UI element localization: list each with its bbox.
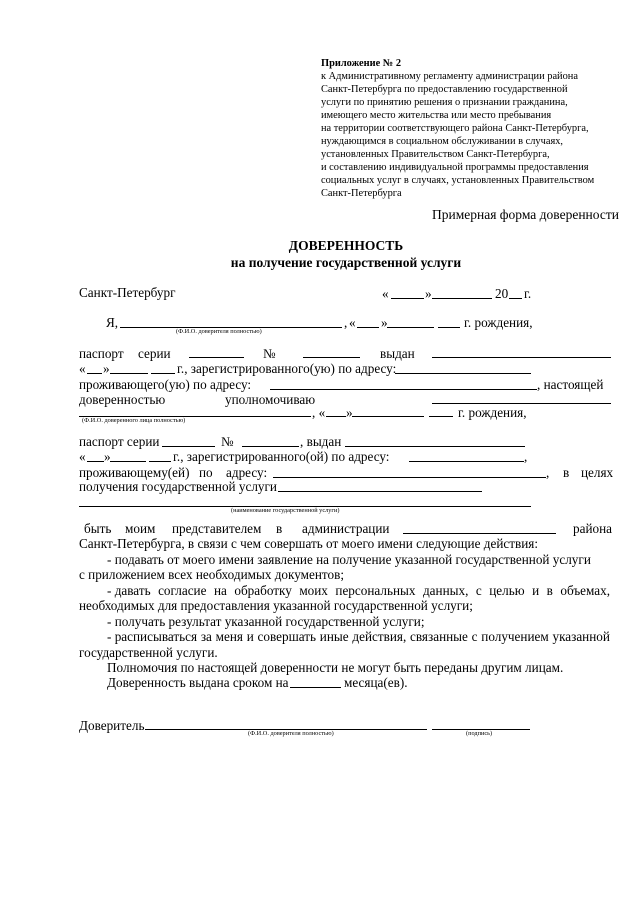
no-transfer-text: Полномочия по настоящей доверенности не могут быть переданы другим лицам. bbox=[107, 660, 564, 675]
date-open-quote: « bbox=[382, 286, 389, 301]
service-caption: (наименование государственной услуги) bbox=[231, 507, 340, 514]
passport2-q-close: » bbox=[104, 449, 111, 464]
word: на bbox=[213, 583, 227, 598]
passport2-residing-w2: по bbox=[199, 465, 213, 480]
word: моих bbox=[299, 583, 328, 598]
passport1-q-open: « bbox=[79, 361, 86, 376]
word: связанные bbox=[410, 629, 468, 644]
appendix-line: установленных Правительством Санкт-Петербурга, bbox=[321, 149, 550, 160]
principal-caption: (Ф.И.О. доверителя полностью) bbox=[176, 328, 262, 335]
rep-w3: представителем bbox=[172, 521, 262, 536]
administration-district-field[interactable] bbox=[403, 533, 556, 534]
word: совершать bbox=[257, 629, 317, 644]
appendix-line: к Административному регламенту администрации района bbox=[321, 71, 578, 82]
agent-birth-label: г. рождения, bbox=[458, 405, 527, 420]
principal-birth-label: г. рождения, bbox=[464, 315, 533, 330]
passport2-residing-w1: проживающему(ей) bbox=[79, 465, 190, 480]
receipt-label: получения государственной услуги bbox=[79, 479, 277, 494]
word: обработку bbox=[234, 583, 292, 598]
principal-birth-year-field[interactable] bbox=[438, 327, 460, 328]
passport1-this: , настоящей bbox=[537, 377, 604, 392]
word: объемах, bbox=[560, 583, 610, 598]
word: и bbox=[246, 629, 254, 644]
appendix-line: услуги по принятию решения о признании гражданина, bbox=[321, 97, 568, 108]
passport2-residing-field[interactable] bbox=[273, 477, 546, 478]
passport1-year-field[interactable] bbox=[151, 373, 175, 374]
term-months-field[interactable] bbox=[290, 687, 341, 688]
agent-caption: (Ф.И.О. доверенного лица полностью) bbox=[82, 417, 186, 424]
appendix-line: нуждающимся в социальном обслуживании в случаях, bbox=[321, 136, 564, 147]
date-year-prefix: 20 bbox=[495, 286, 509, 301]
doc-title: ДОВЕРЕННОСТЬ bbox=[288, 238, 404, 253]
signature-name-caption: (Ф.И.О. доверителя полностью) bbox=[248, 730, 334, 737]
principal-comma: , bbox=[344, 315, 348, 330]
passport2-issued-field[interactable] bbox=[345, 446, 525, 447]
passport2-registered-label: г., зарегистрированного(ой) по адресу: bbox=[173, 449, 390, 464]
word: указанной bbox=[552, 629, 610, 644]
date-year-field[interactable] bbox=[509, 298, 522, 299]
action-4-line2: государственной услуги. bbox=[79, 645, 218, 660]
principal-birth-month-field[interactable] bbox=[387, 327, 434, 328]
signature-sign-caption: (подпись) bbox=[466, 730, 493, 737]
word: с bbox=[471, 629, 478, 644]
word: действия, bbox=[352, 629, 407, 644]
passport2-no: № bbox=[221, 434, 234, 449]
agent-q-close: » bbox=[346, 405, 353, 420]
word: и bbox=[532, 583, 540, 598]
city: Санкт-Петербург bbox=[79, 285, 176, 300]
rep-w5: администрации bbox=[302, 521, 390, 536]
principal-q-close: » bbox=[381, 315, 388, 330]
word: в bbox=[546, 583, 553, 598]
passport2-registered-comma: , bbox=[524, 449, 528, 464]
passport1-word: паспорт bbox=[79, 346, 124, 361]
action-3: - получать результат указанной государственной услуги; bbox=[107, 614, 425, 629]
passport1-series-field[interactable] bbox=[189, 357, 244, 358]
passport1-q-close: » bbox=[103, 361, 110, 376]
date-close-quote: » bbox=[425, 286, 432, 301]
action-2-line1 bbox=[107, 583, 610, 599]
passport2-number-field[interactable] bbox=[242, 446, 299, 447]
word: - расписываться bbox=[107, 629, 198, 644]
appendix-line: социальных услуг в случаях, установленных Правительством bbox=[321, 175, 595, 186]
term-suffix: месяца(ев). bbox=[344, 675, 408, 690]
passport1-issued: выдан bbox=[380, 346, 415, 361]
action-2-line2: необходимых для предоставления указанной государственной услуги; bbox=[79, 598, 473, 613]
passport1-number-field[interactable] bbox=[303, 357, 360, 358]
appendix-line: и составлению индивидуальной программы предоставления bbox=[321, 162, 589, 173]
date-year-suffix: г. bbox=[524, 286, 532, 301]
word: получением bbox=[481, 629, 549, 644]
appendix-title: Приложение № 2 bbox=[321, 58, 402, 69]
passport2-year-field[interactable] bbox=[149, 461, 171, 462]
service-name-field-1[interactable] bbox=[278, 491, 482, 492]
appendix-line: имеющего место жительства или место пребывания bbox=[321, 110, 552, 121]
appendix-text bbox=[321, 70, 594, 200]
agent-birth-month-field[interactable] bbox=[352, 416, 424, 417]
passport2-v: в bbox=[563, 465, 570, 480]
term-prefix: Доверенность выдана сроком на bbox=[107, 675, 289, 690]
agent-q-open: , « bbox=[312, 405, 326, 420]
rep-w4: в bbox=[276, 521, 283, 536]
passport1-no: № bbox=[263, 346, 276, 361]
appendix-line: на территории соответствующего района Санкт-Петербурга, bbox=[321, 123, 589, 134]
passport2-series-field[interactable] bbox=[162, 446, 215, 447]
passport1-month-field[interactable] bbox=[110, 373, 148, 374]
passport2-q-open: « bbox=[79, 449, 86, 464]
passport2-month-field[interactable] bbox=[110, 461, 146, 462]
ya-label: Я, bbox=[106, 315, 119, 330]
passport2-series-label: паспорт серии bbox=[79, 434, 160, 449]
signature-label: Доверитель bbox=[79, 718, 145, 733]
word: персональных bbox=[335, 583, 416, 598]
appendix-line: Санкт-Петербурга bbox=[321, 188, 402, 199]
word: данных, bbox=[422, 583, 469, 598]
action-1-line1: - подавать от моего имени заявление на получение указанной государственной услуги bbox=[107, 552, 591, 567]
passport1-registered-label: г., зарегистрированного(ую) по адресу: bbox=[177, 361, 397, 376]
passport1-series-word: серии bbox=[138, 346, 171, 361]
passport2-tselyakh: целях bbox=[581, 465, 614, 480]
passport2-residing-comma: , bbox=[546, 465, 550, 480]
form-label: Примерная форма доверенности bbox=[432, 207, 619, 222]
word: за bbox=[200, 629, 212, 644]
word: согласие bbox=[158, 583, 207, 598]
passport2-registered-field[interactable] bbox=[409, 461, 524, 462]
rep-w1: быть bbox=[84, 521, 112, 536]
passport2-residing-w3: адресу: bbox=[226, 465, 268, 480]
date-day-field[interactable] bbox=[391, 298, 424, 299]
passport1-day-field[interactable] bbox=[87, 373, 102, 374]
word: целью bbox=[489, 583, 525, 598]
action-4-line1 bbox=[107, 629, 610, 645]
rep-w6: района bbox=[573, 521, 613, 536]
passport1-issued-field[interactable] bbox=[432, 357, 611, 358]
doverennost-word: доверенностью bbox=[79, 392, 166, 407]
passport2-day-field[interactable] bbox=[87, 461, 104, 462]
rep-line2: Санкт-Петербурга, в связи с чем совершать от моего имени следующие действия: bbox=[79, 536, 539, 551]
agent-name-field-1[interactable] bbox=[432, 403, 611, 404]
appendix-line: Санкт-Петербурга по предоставлению государственной bbox=[321, 84, 568, 95]
upolnomochivayu-word: уполномочиваю bbox=[225, 392, 316, 407]
passport1-residing-field[interactable] bbox=[270, 389, 537, 390]
rep-w2: моим bbox=[125, 521, 156, 536]
date-month-field[interactable] bbox=[432, 298, 492, 299]
agent-birth-day-field[interactable] bbox=[326, 416, 346, 417]
word: иные bbox=[319, 629, 349, 644]
passport2-issued: , выдан bbox=[300, 434, 342, 449]
word: - давать bbox=[107, 583, 151, 598]
principal-birth-day-field[interactable] bbox=[357, 327, 379, 328]
principal-q-open: « bbox=[349, 315, 356, 330]
agent-birth-year-field[interactable] bbox=[429, 416, 453, 417]
doc-subtitle: на получение государственной услуги bbox=[230, 255, 462, 270]
passport1-residing-label: проживающего(ую) по адресу: bbox=[79, 377, 252, 392]
word: с bbox=[475, 583, 482, 598]
action-1-line2: с приложением всех необходимых документов; bbox=[79, 567, 344, 582]
passport1-registered-field[interactable] bbox=[395, 373, 531, 374]
word: меня bbox=[215, 629, 243, 644]
